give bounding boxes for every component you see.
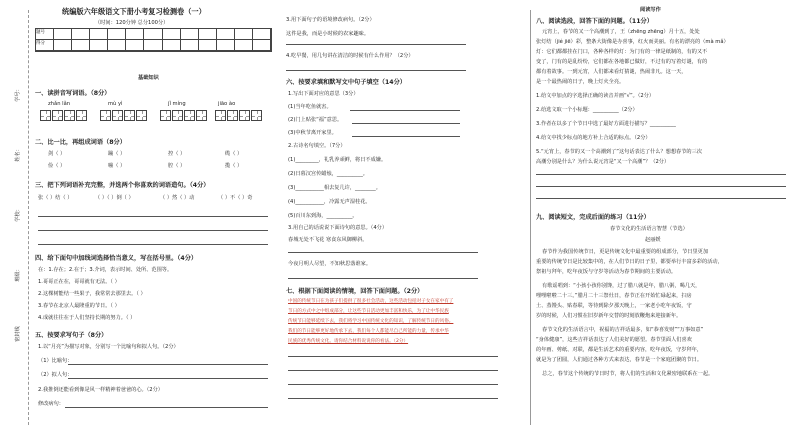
- s7-passage-line: 节日的方式中之中组成部分，让这些节日活动更加丰富和快乐，为了让中华民族: [288, 309, 449, 314]
- answer-line[interactable]: [288, 384, 498, 385]
- page-title: 统编版六年级语文下册小考复习检测卷（一）: [62, 7, 206, 16]
- idiom-3: （ ）然（ ）动: [160, 195, 195, 201]
- s7-passage-line: 民族的优秀传统文化。请你结合材料说说你的看法。（2分）: [288, 339, 409, 344]
- writing-boxes-4[interactable]: [215, 110, 263, 121]
- s6-item: (3)中秋节离开家里。: [288, 130, 337, 136]
- answer-line[interactable]: [352, 123, 460, 124]
- s6-item: (2)门上贴张“福”意思。: [288, 117, 343, 123]
- s9-para: 岁的时候，人们习惯在旧岁新年交替的时刻放鞭炮来迎接新年。: [536, 313, 682, 319]
- section-5-item: 2.我推倒还能看到像是风一样精神着爸爸的心。（2分）: [38, 387, 163, 393]
- s9-para: 有歌谣唱到：“小孩小孩你别馋，过了腊八就是年，腊八粥，喝几天，: [542, 283, 701, 289]
- answer-line[interactable]: [288, 398, 498, 399]
- score-row-label-2: 得分: [36, 40, 54, 51]
- answer-line[interactable]: [288, 252, 478, 253]
- section-4-item: 1.哥哥正在在，哥哥就有无法。（ ）: [38, 279, 120, 285]
- s8-question: 高潮分别是什么？为什么说元宵是“又一个高潮”？（2分）: [536, 159, 670, 165]
- answer-line[interactable]: [352, 136, 460, 137]
- s8-para: 张灯结（jié jiē）彩，整条大街像是办喜事，红火而美丽。有名的漂亮的（mà mǎ）: [536, 39, 729, 45]
- binding-label-2: 姓名：: [14, 146, 21, 162]
- s9-para: 就是为了团圆，人们通过各种方式来表达，春节是一个家庭团聚的节日。: [536, 357, 703, 363]
- section-6-title: 六、按要求填和默写文中句子填空（14分）: [286, 79, 406, 86]
- pinyin-4: jiāo ào: [218, 101, 236, 107]
- binding-label-1: 学号：: [14, 86, 21, 102]
- answer-line[interactable]: [286, 44, 466, 45]
- compare-row1-c4: 缆（ ）: [225, 151, 243, 157]
- s9-para: “身体健康”，这些吉祥话表达了人们美好的愿望。春节里面人们喜欢: [536, 337, 692, 343]
- section-4-sub: 在：1.存在；2.在于；3.介词，表示时间、处所、范围等。: [38, 267, 173, 273]
- s6-item: (4)___________，冷露无声湿桂花。: [288, 199, 371, 205]
- answer-line[interactable]: [536, 186, 786, 187]
- s6-item: 1.写出下面对应的意思（3分）: [288, 91, 359, 97]
- score-row-label: 题号: [36, 29, 54, 40]
- section-5-item: （2）拟人句：: [38, 372, 73, 378]
- answer-line[interactable]: [536, 198, 786, 199]
- s8-question: 5.“元宵上，春节的又一个高潮到了”这句话表达了什么？想想春节的三次: [536, 149, 702, 155]
- idiom-4: （ ）不（ ）奇: [218, 195, 253, 201]
- answer-line[interactable]: [350, 110, 460, 111]
- section-2-title: 二、比一比，再组成词语（8分）: [35, 139, 126, 146]
- col2-top-item: 3.用下面句子的语境修改病句。（2分）: [286, 17, 375, 23]
- pinyin-1: zhǎn lǎn: [48, 101, 71, 107]
- s6-item: (3)___________相去复几许，________。: [288, 185, 381, 191]
- column-3: [530, 0, 794, 429]
- s8-para: 元宵上，春节的又一个高潮到了，王（zhēng zhēng）月十五，处处: [542, 29, 700, 35]
- s9-para: 总之，春节这个传统的节日时节，将人们的生活和文化紧密地联系在一起。: [542, 371, 714, 377]
- pinyin-2: mù yì: [108, 101, 123, 107]
- s9-para: 祭祖与拜年，吃年夜饭与守岁等活动为春节期间的主要活动。: [536, 269, 677, 275]
- section-5-item: 修改病句：: [38, 401, 64, 407]
- pinyin-3: jǐ míng: [168, 101, 186, 107]
- s8-question: 1.给文中加点的字选择正确的读音并画“√”。（2分）: [536, 93, 655, 99]
- s9-para: 春节作为我国传统节日，更是传统文化中最重要的组成部分，节日里更加: [542, 249, 709, 255]
- binding-label-4: 班级：: [14, 266, 21, 282]
- compare-row1-c3: 控（ ）: [168, 151, 186, 157]
- binding-label-5: 密封线: [14, 326, 21, 342]
- s8-question: 3.作者在以多了个节日中选了最好方面进行描写？__________: [536, 121, 676, 127]
- s8-question: 2.给选文取一个小标题：__________（2分）: [536, 107, 638, 113]
- answer-line[interactable]: [38, 244, 268, 245]
- s9-para: 哩哩啦啦二十三。”腊月二十三祭灶日，春节正在开始忙碌起来，扫房: [536, 293, 692, 299]
- section-8-title: 八、阅读选段，回答下面的问题。（11分）: [536, 18, 653, 25]
- s8-para: 变了，门有的是乱纷纷，它们都在各地都已做好，不过有的写着灯谜，有的: [536, 59, 708, 65]
- s6-item: (1)_________，礼乳养顽鲜，将日不成嫌。: [288, 157, 387, 163]
- col2-top-item: 这件是我，而是小时候的农家趣味。: [286, 31, 370, 37]
- section-4-item: 4.成就往往在于人们坚持长期的努力。（ ）: [38, 315, 136, 321]
- binding-label-3: 学校：: [14, 206, 21, 222]
- compare-row2-c4: 揽（ ）: [225, 163, 243, 169]
- column-divider: [530, 10, 531, 425]
- basic-title: 基础知识: [138, 75, 159, 81]
- s7-passage-line: 传统节日能够延续下去，我们将学习中国传统文化的知识，了解传统节日的风俗。: [288, 319, 454, 324]
- col2-top-item: 4.吃早餐，用几句讲在清洁的时候有什么作用？（2分）: [286, 53, 414, 59]
- s6-item: 2.古诗名句填空。（7分）: [288, 143, 346, 149]
- answer-line[interactable]: [65, 407, 268, 408]
- exam-meta: （时间：120分钟 总分100分）: [95, 20, 169, 26]
- answer-line[interactable]: [536, 174, 786, 175]
- s8-question: 4.给文中找少标点的地方补上合适的标点。（2分）: [536, 135, 651, 141]
- answer-line[interactable]: [68, 364, 268, 365]
- s7-passage-line: 我们的节日能够更好地传承下去，我们每个人都能尽自己所能的力量，传承中华: [288, 329, 449, 334]
- answer-line[interactable]: [288, 370, 498, 371]
- answer-line[interactable]: [288, 356, 498, 357]
- s6-item: (1)当年吃鱼就害。: [288, 104, 332, 110]
- writing-boxes-2[interactable]: [100, 110, 148, 121]
- s9-para: 重要的传统节日是比较集中的，在人们节日的日子里，都要举行丰富多彩的活动，: [536, 259, 723, 265]
- section-9-title: 九、阅读短文，完成后面的练习（11分）: [536, 214, 650, 221]
- section-5-item: （1）比喻句：: [38, 358, 73, 364]
- writing-boxes-1[interactable]: [40, 110, 88, 121]
- section-4-title: 四、给下面句中加线词选择恰当意义，写在括号里。（4分）: [35, 255, 198, 262]
- section-5-item: 1.以“月亮”为描写对象，分别写一个比喻句和拟人句。（2分）: [38, 344, 179, 350]
- section-7-title: 七、根据下面阅读的情境，回答下面问题。（2分）: [286, 288, 424, 295]
- column-1: [0, 0, 280, 429]
- s9-para: 春节文化的生活语言中，祝福的吉祥话最多，如“恭喜发财”“万事如意”: [542, 327, 704, 333]
- answer-line[interactable]: [38, 216, 268, 217]
- reading-header: 阅读写作: [640, 7, 661, 13]
- compare-row2-c3: 腔（ ）: [168, 163, 186, 169]
- section-4-item: 2.这棵树能结一些果子，我常常去那里去。（ ）: [38, 291, 146, 297]
- s6-item: 3.用自己的话说说下面诗句的意思。（4分）: [288, 225, 388, 231]
- idiom-2: （ ）（ ）倒（ ）: [95, 195, 134, 201]
- s6-poem-line: 今夜月明人尽望，不知秋思落谁家。: [288, 261, 372, 267]
- writing-boxes-3[interactable]: [160, 110, 208, 121]
- s6-item: 春城无处不飞花 寒食东风御柳斜。: [288, 237, 368, 243]
- section-5-title: 五、按要求写句子（8分）: [35, 332, 108, 339]
- s6-item: (2)日暮汉宫传蜡烛，__________。: [288, 171, 368, 177]
- idiom-1: 张（ ）结（ ）: [38, 195, 73, 201]
- answer-line[interactable]: [38, 230, 268, 231]
- section-4-item: 3.春节在北京人最隆重的节日。（ ）: [38, 303, 120, 309]
- s8-para: 都有着故事。一到元宵，人们都来看灯猜谜，热闹非凡。这一天，: [536, 69, 687, 75]
- compare-row1-c2: 蹦（ ）: [108, 151, 126, 157]
- s8-para: 灯：它们都都挂在门口，各种各样的灯：为门有的一律是纸制的，有的又不: [536, 49, 708, 55]
- column-2: [280, 0, 530, 429]
- compare-row2-c2: 嘣（ ）: [108, 163, 126, 169]
- s7-passage-line: 中国的传统节日在为孩子们提供了很多社会活动，这些活动包括对子女在家中有了: [288, 299, 454, 304]
- compare-row1-c1: 剑（ ）: [48, 151, 66, 157]
- s9-para: 土、蒸馒头、贴春联，等待到除夕那天晚上，一家老小吃年夜饭，守: [536, 303, 692, 309]
- compare-row2-c1: 俭（ ）: [48, 163, 66, 169]
- s9-subtitle: 春节文化的生活语言智慧（节选）: [610, 226, 688, 232]
- answer-line[interactable]: [68, 378, 268, 379]
- s8-para: 是一个最热闹的日子，晚上灯火全亮。: [536, 79, 625, 85]
- score-table: [35, 28, 272, 52]
- s6-item: (5)百川东到海，__________。: [288, 213, 358, 219]
- section-3-title: 三、把下列词语补充完整，并选两个你喜欢的词语造句。（4分）: [35, 182, 210, 189]
- s9-para: 的年画、剪纸、对联，都是生活艺术的重要内容，吃年夜饭，守岁拜年，: [536, 347, 703, 353]
- s9-author: 赵丽媛: [645, 237, 661, 243]
- section-1-title: 一、读拼音写词语。（8分）: [35, 90, 111, 97]
- answer-line[interactable]: [286, 70, 466, 71]
- answer-line[interactable]: [288, 278, 478, 279]
- binding-line: [28, 10, 29, 425]
